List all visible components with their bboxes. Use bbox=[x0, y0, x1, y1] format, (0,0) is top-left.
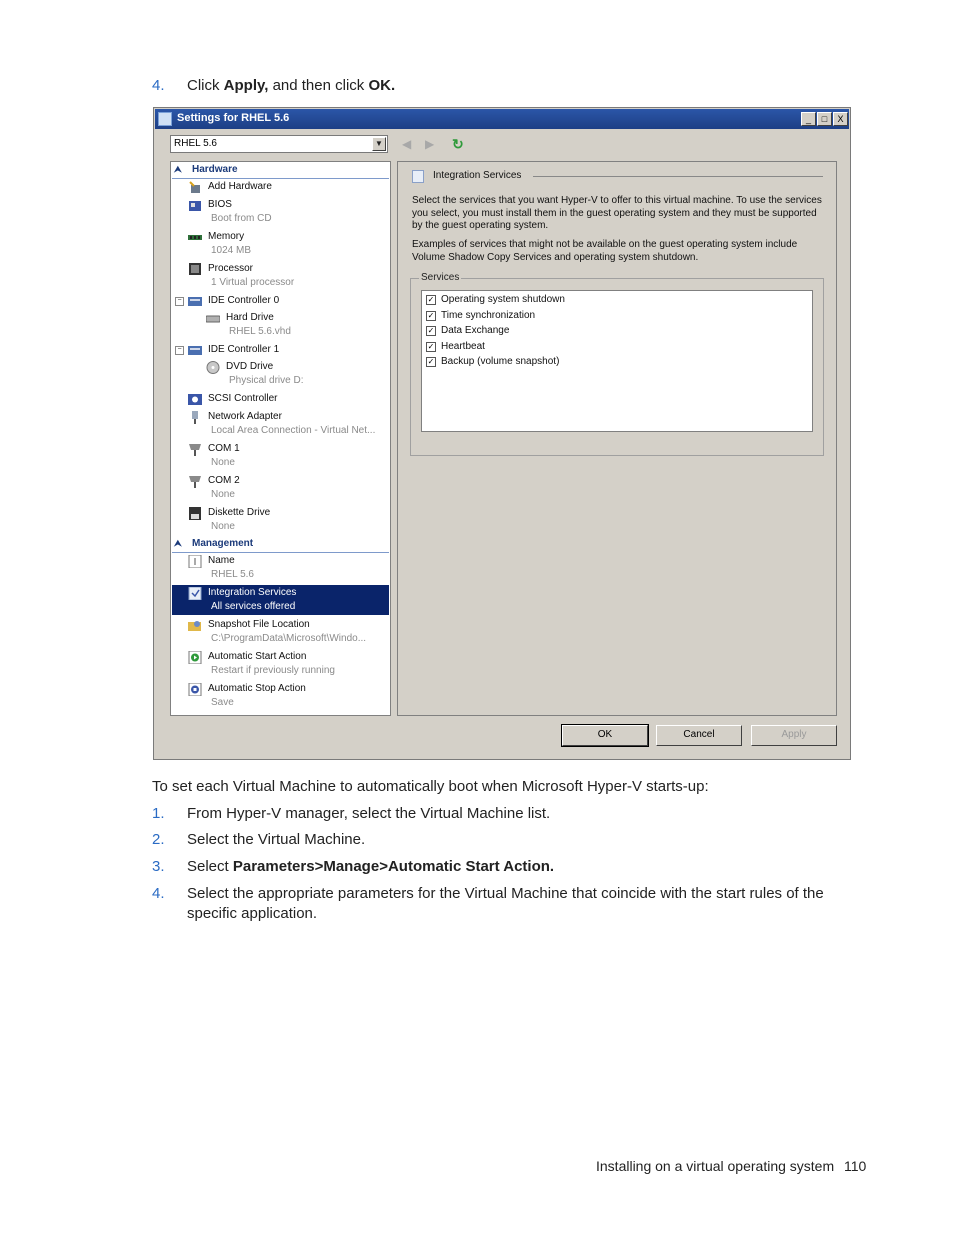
stop-action-icon bbox=[188, 683, 202, 696]
processor-icon bbox=[188, 263, 202, 276]
collapse-icon[interactable]: ⮝ bbox=[174, 164, 182, 174]
chevron-down-icon[interactable]: ▼ bbox=[372, 137, 386, 151]
collapse-ide1-icon[interactable]: − bbox=[175, 346, 184, 355]
minimize-button[interactable]: _ bbox=[801, 112, 816, 126]
ok-button[interactable]: OK bbox=[562, 725, 648, 746]
service-checkbox[interactable]: ✓ bbox=[427, 295, 435, 304]
title-divider bbox=[533, 176, 823, 177]
integration-services-icon bbox=[188, 587, 202, 600]
snapshot-folder-icon bbox=[188, 619, 202, 632]
intro-paragraph: To set each Virtual Machine to automatically boot when Microsoft Hyper-V starts-up: bbox=[152, 778, 709, 795]
forward-arrow-icon[interactable]: ▶ bbox=[425, 137, 435, 151]
refresh-icon[interactable]: ↻ bbox=[452, 136, 464, 152]
dvd-drive-icon bbox=[206, 361, 220, 374]
ide-controller-icon bbox=[188, 344, 202, 357]
cancel-button[interactable]: Cancel bbox=[656, 725, 742, 746]
name-icon bbox=[188, 555, 202, 568]
add-hardware-icon bbox=[188, 181, 202, 194]
close-button[interactable]: X bbox=[833, 112, 848, 126]
vm-select-value: RHEL 5.6 bbox=[174, 138, 217, 149]
settings-dialog bbox=[153, 107, 851, 760]
collapse-ide0-icon[interactable]: − bbox=[175, 297, 184, 306]
hard-drive-icon bbox=[206, 312, 220, 325]
service-checkbox[interactable]: ✓ bbox=[427, 326, 435, 335]
service-checkbox[interactable]: ✓ bbox=[427, 310, 435, 320]
footer-section-title: Installing on a virtual operating system bbox=[596, 1158, 835, 1174]
step-number: 4. bbox=[152, 77, 165, 94]
scsi-controller-icon bbox=[188, 393, 202, 406]
step-number: 4. bbox=[152, 885, 165, 902]
panel-examples: Examples of services that might not be available on the guest operating system include Volume Shadow Copy Services and operating system shutdown. bbox=[412, 239, 798, 263]
integration-services-panel bbox=[397, 161, 837, 716]
start-action-icon bbox=[188, 651, 202, 664]
bios-icon bbox=[188, 199, 202, 212]
services-group-label: Services bbox=[421, 272, 460, 283]
service-checkbox[interactable]: ✓ bbox=[427, 357, 435, 366]
memory-icon bbox=[188, 231, 202, 244]
section-hardware[interactable]: ⮝ Hardware bbox=[172, 163, 389, 179]
maximize-button[interactable]: □ bbox=[817, 112, 832, 126]
panel-description: Select the services that you want Hyper-V to offer to this virtual machine. To use the services you select, you must install them in the guest operating system and they must be supported by the guest operating system. bbox=[412, 195, 822, 231]
vm-select-dropdown[interactable] bbox=[170, 135, 388, 153]
page-number: 110 bbox=[844, 1158, 867, 1174]
service-checkbox[interactable]: ✓ bbox=[427, 341, 435, 351]
dialog-title: Settings for RHEL 5.6 bbox=[177, 112, 290, 124]
services-list: ✓ Operating system shutdown ✓ Time synchronization ✓ Data Exchange ✓ Heartbeat ✓ Backup (volume snapshot) bbox=[421, 290, 813, 432]
diskette-drive-icon bbox=[188, 507, 202, 520]
step-number: 1. bbox=[152, 805, 165, 822]
step-number: 3. bbox=[152, 858, 165, 875]
services-group bbox=[410, 272, 824, 456]
panel-title: Integration Services bbox=[433, 170, 522, 181]
ide-controller-icon bbox=[188, 295, 202, 308]
back-arrow-icon[interactable]: ◀ bbox=[402, 137, 412, 151]
com-port-icon bbox=[188, 443, 202, 456]
dialog-title-bar bbox=[155, 109, 849, 129]
section-management[interactable]: ⮝ Management bbox=[172, 537, 389, 553]
step-number: 2. bbox=[152, 831, 165, 848]
network-adapter-icon bbox=[188, 411, 202, 424]
integration-services-icon bbox=[412, 170, 424, 183]
com-port-icon bbox=[188, 475, 202, 488]
settings-tree: ⮝ Hardware Add Hardware BIOS Boot from CD Memory 1024 MB Processor 1 Virtual processor − IDE Controller 0 Hard Drive RHEL 5.6.vhd − IDE Controller 1 DVD Drive Physical drive D: SCSI Controller Network Adapter Local Area Connection - Virtual Net... COM 1 None COM 2 None Diskette Drive None ⮝ Management Name RHEL 5.6 Integration Services All services offered Snapshot File Location C:\ProgramData\Microsoft\Windo... Automatic Start Action Restart if previously running Automatic Stop Action Save bbox=[170, 161, 391, 716]
settings-window-icon bbox=[158, 112, 172, 126]
collapse-icon[interactable]: ⮝ bbox=[174, 538, 182, 548]
apply-button[interactable]: Apply bbox=[751, 725, 837, 746]
